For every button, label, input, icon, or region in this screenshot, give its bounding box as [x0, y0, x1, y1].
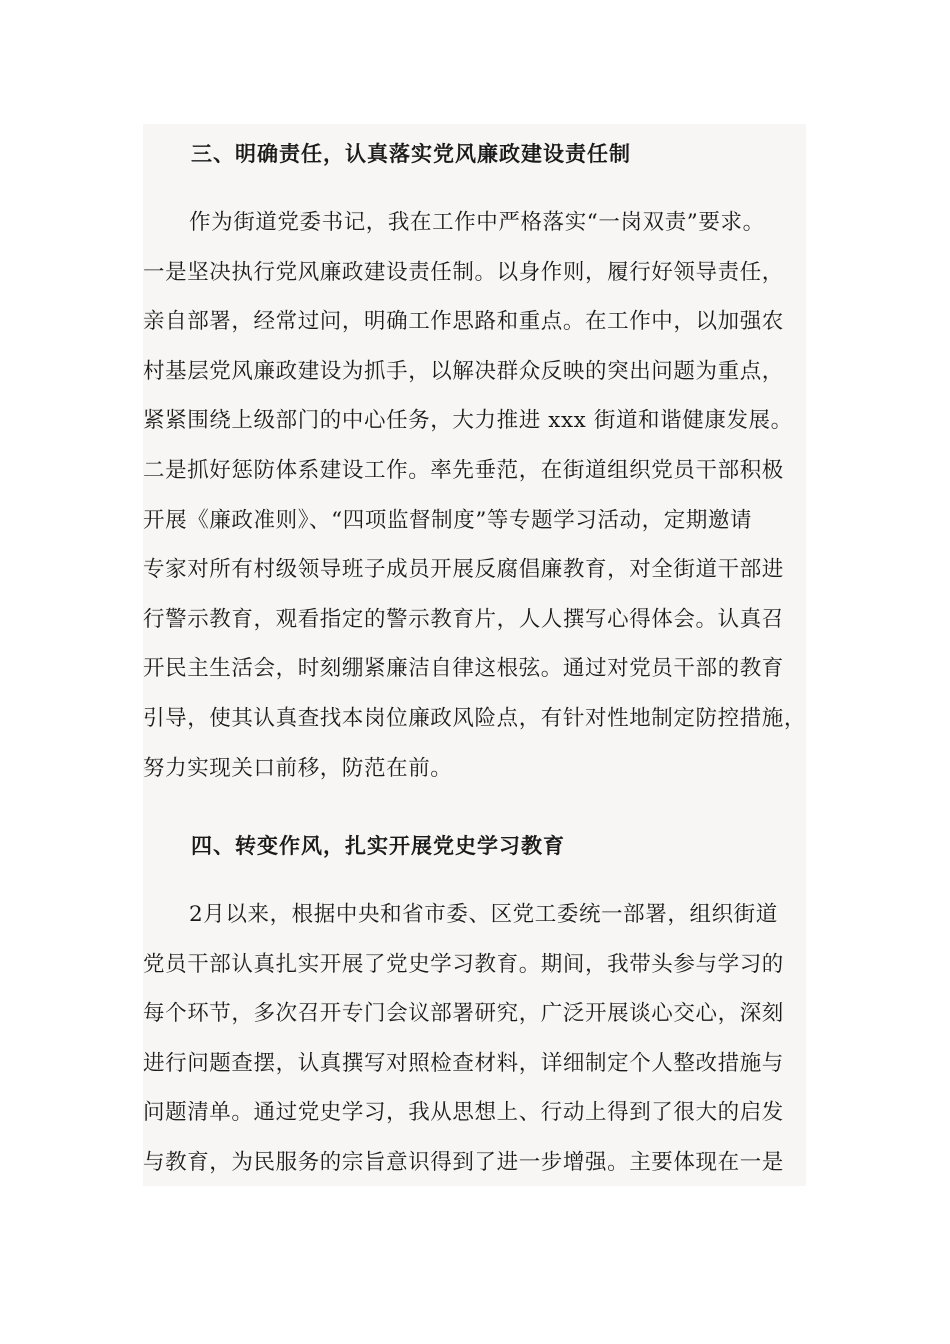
section-3-line: 开民主生活会，时刻绷紧廉洁自律这根弦。通过对党员干部的教育: [143, 656, 784, 682]
section-4-body: [143, 890, 806, 1188]
section-3-line: 行警示教育，观看指定的警示教育片，人人撰写心得体会。认真召: [143, 606, 784, 632]
section-3-heading: 三、明确责任，认真落实党风廉政建设责任制: [191, 141, 631, 166]
section-3-line: 一是坚决执行党风廉政建设责任制。以身作则，履行好领导责任，: [143, 259, 784, 285]
section-4-line: 党员干部认真扎实开展了党史学习教育。期间，我带头参与学习的: [143, 951, 784, 977]
section-4-heading: 四、转变作风，扎实开展党史学习教育: [191, 833, 565, 858]
section-4-line: 进行问题查摆，认真撰写对照检查材料，详细制定个人整改措施与: [143, 1050, 784, 1076]
section-4-line: 问题清单。通过党史学习，我从思想上、行动上得到了很大的启发: [143, 1100, 784, 1126]
section-3-line: 亲自部署，经常过问，明确工作思路和重点。在工作中，以加强农: [143, 309, 784, 335]
section-3-line: 引导，使其认真查找本岗位廉政风险点，有针对性地制定防控措施，: [143, 705, 807, 731]
section-3-line: 二是抓好惩防体系建设工作。率先垂范，在街道组织党员干部积极: [143, 457, 784, 483]
document-page: [143, 124, 806, 1186]
section-3-line: 专家对所有村级领导班子成员开展反腐倡廉教育，对全街道干部进: [143, 557, 784, 583]
section-4-line: 与教育，为民服务的宗旨意识得到了进一步增强。主要体现在一是: [143, 1149, 784, 1175]
section-4-line: 每个环节，多次召开专门会议部署研究，广泛开展谈心交心，深刻: [143, 1001, 784, 1027]
section-3-line: 努力实现关口前移，防范在前。: [143, 755, 453, 781]
section-3-line: 村基层党风廉政建设为抓手，以解决群众反映的突出问题为重点，: [143, 358, 784, 384]
section-3-line: 开展《廉政准则》、“四项监督制度”等专题学习活动，定期邀请: [143, 507, 753, 533]
section-4-line: 2月以来，根据中央和省市委、区党工委统一部署，组织街道: [189, 902, 778, 927]
section-3-line: 作为街道党委书记，我在工作中严格落实“一岗双责”要求。: [189, 210, 765, 235]
section-3-line: 紧紧围绕上级部门的中心任务，大力推进 xxx 街道和谐健康发展。: [143, 408, 793, 434]
section-3-body: [143, 198, 806, 793]
